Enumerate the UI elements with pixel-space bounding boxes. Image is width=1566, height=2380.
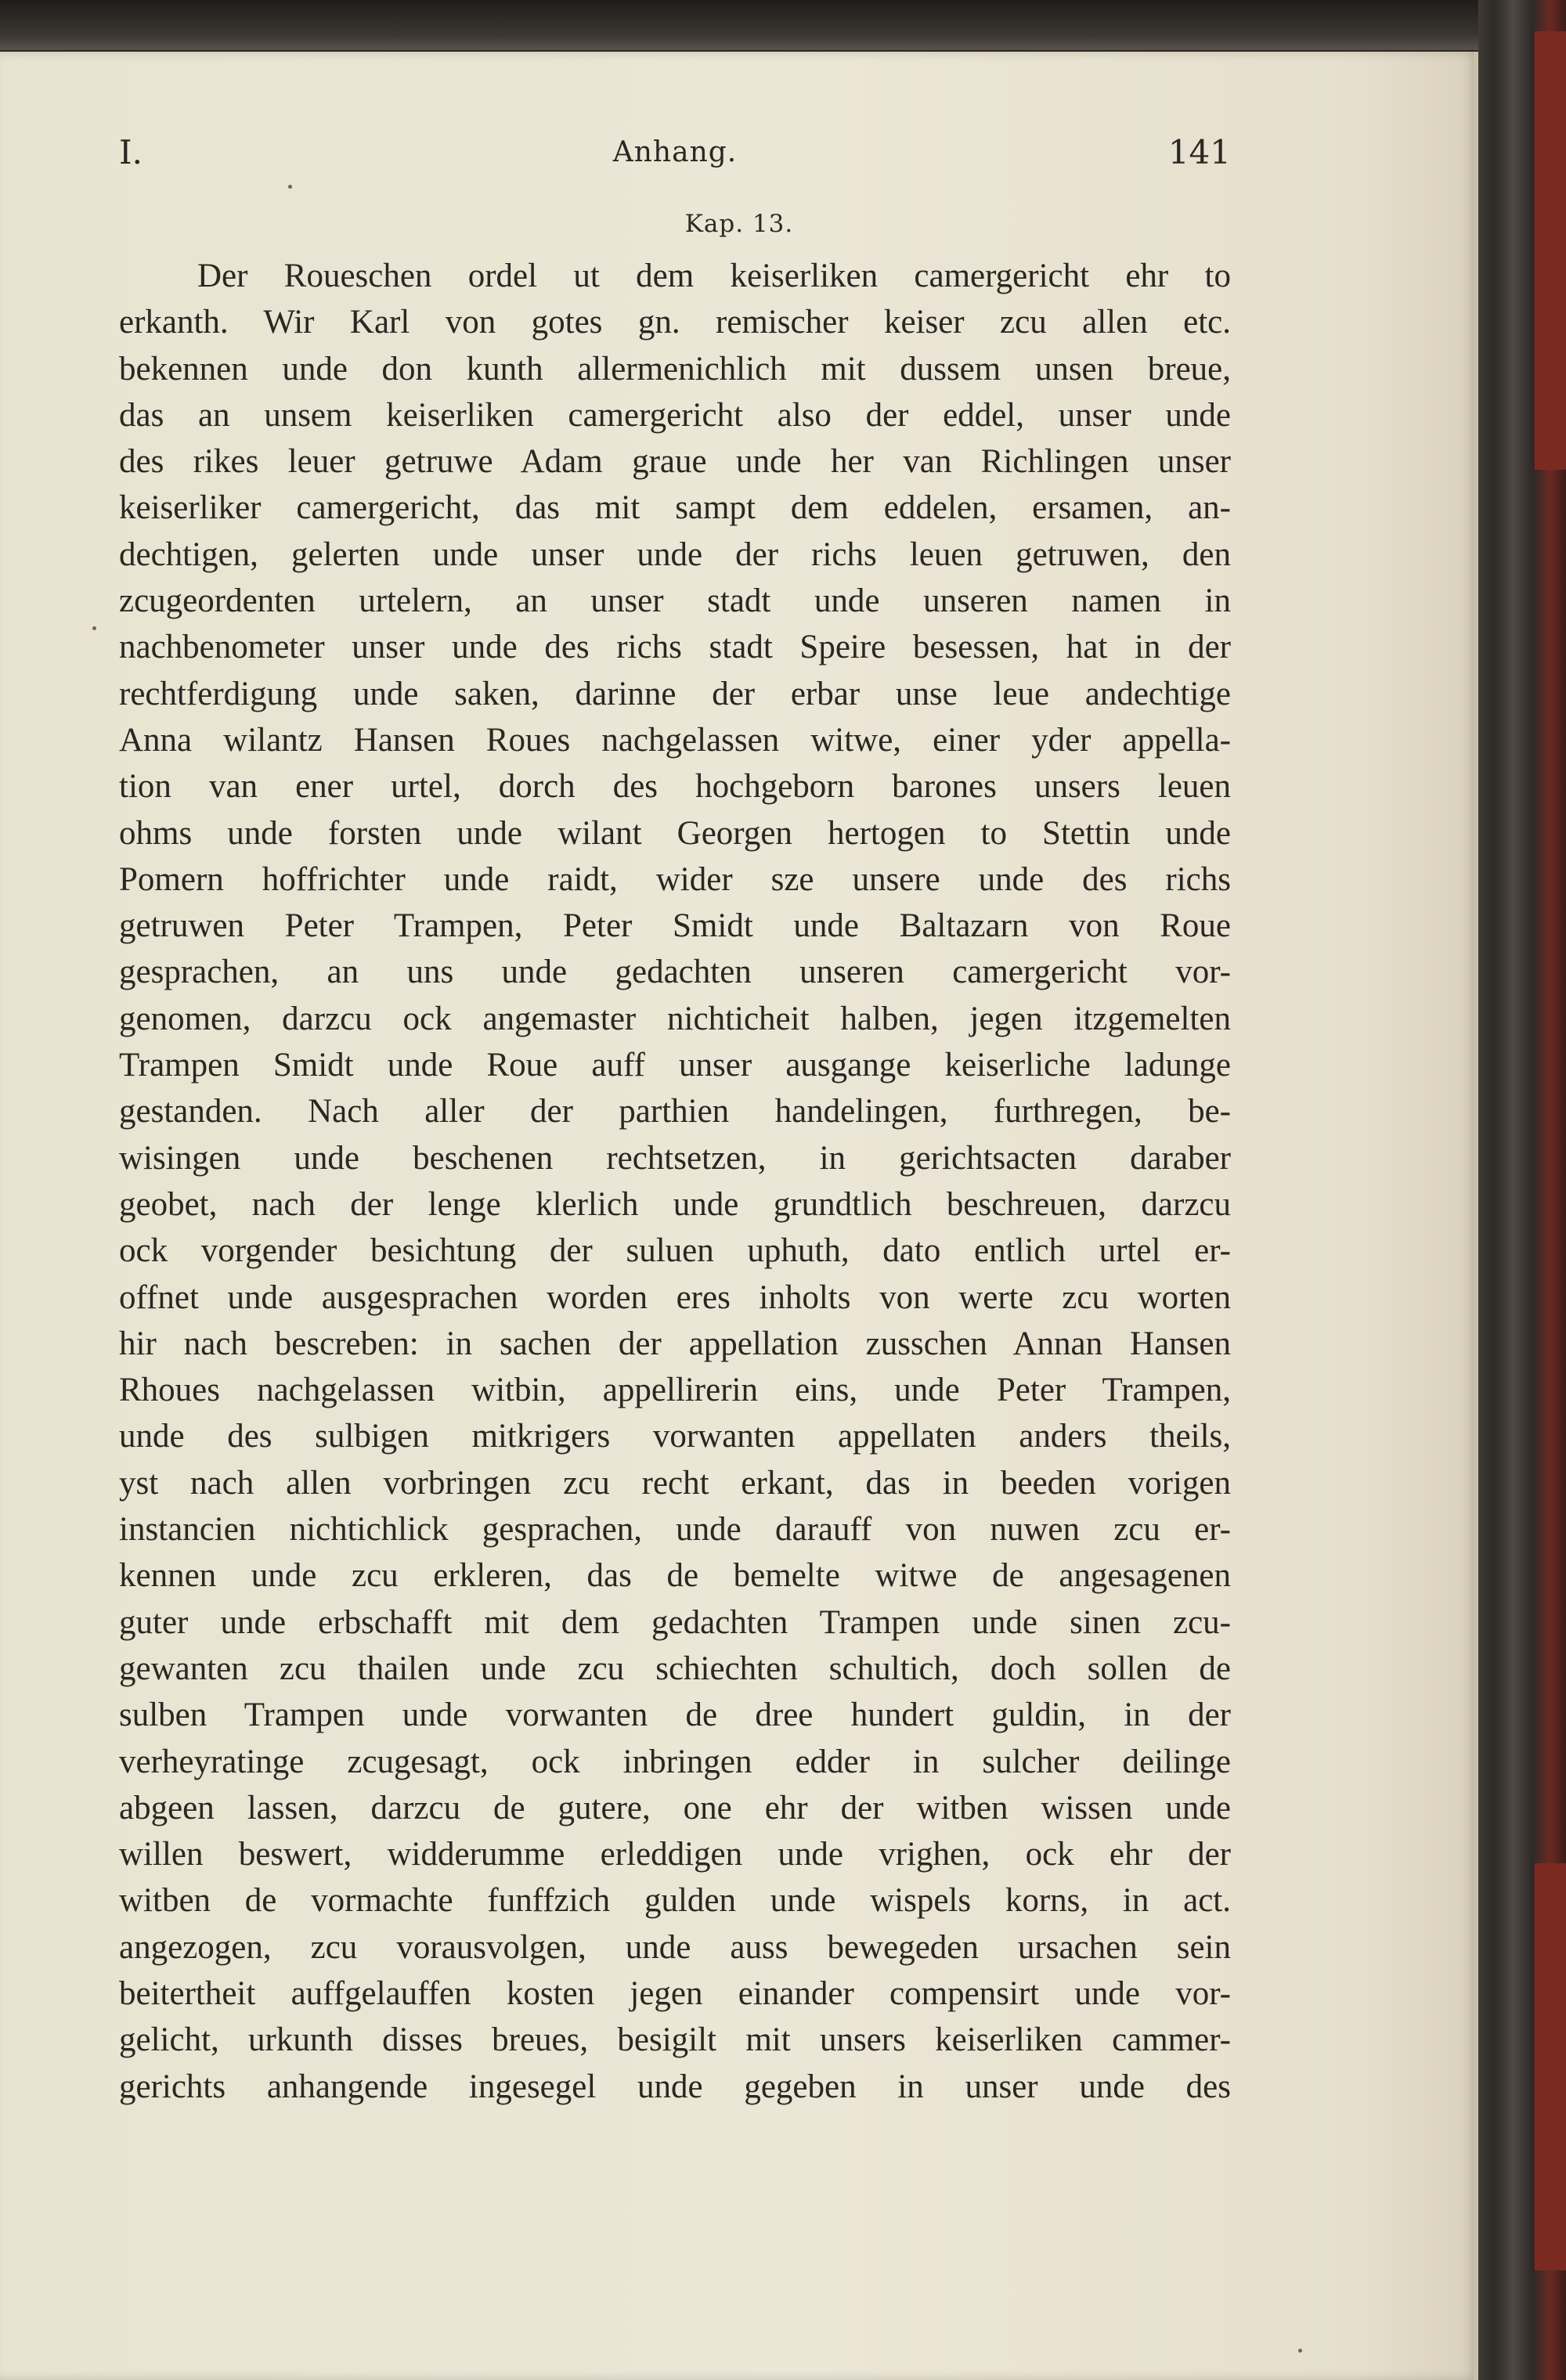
text-line: tion van ener urtel, dorch des hochgeborn barones unsers leuen (119, 768, 1231, 806)
page-number: 141 (1167, 133, 1231, 171)
text-line: das an unsem keiserliken camergericht also der eddel, unser unde (119, 396, 1231, 434)
text-line: Pomern hoffrichter unde raidt, wider sze unsere unde des richs (119, 860, 1231, 898)
body-text (119, 253, 1231, 2110)
text-line: rechtferdigung unde saken, darinne der erbar unse leue andechtige (119, 675, 1231, 712)
text-line: geobet, nach der lenge klerlich unde grundtlich beschreuen, darzcu (119, 1185, 1231, 1223)
text-line: gestanden. Nach aller der parthien handelingen, furthregen, be- (119, 1093, 1231, 1130)
chapter-heading: Kap. 13. (684, 210, 794, 238)
paper-speck (92, 626, 96, 630)
book-spine-edge (1478, 0, 1566, 2380)
text-line: Der Roueschen ordel ut dem keiserliken camergericht ehr to (197, 258, 1231, 294)
text-line: offnet unde ausgesprachen worden eres inholts von werte zcu worten (119, 1278, 1231, 1316)
text-line: hir nach bescreben: in sachen der appellation zusschen Annan Hansen (119, 1325, 1231, 1362)
text-line: kennen unde zcu erkleren, das de bemelte witwe de angesagenen (119, 1557, 1231, 1595)
text-line: yst nach allen vorbringen zcu recht erkant, das in beeden vorigen (119, 1464, 1231, 1502)
text-line: beitertheit auffgelauffen kosten jegen einander compensirt unde vor- (119, 1974, 1231, 2012)
text-line: witben de vormachte funffzich gulden unde wispels korns, in act. (119, 1882, 1231, 1920)
text-line: erkanth. Wir Karl von gotes gn. remischer keiser zcu allen etc. (119, 304, 1231, 341)
text-line: wisingen unde beschenen rechtsetzen, in gerichtsacten daraber (119, 1139, 1231, 1177)
text-line: Rhoues nachgelassen witbin, appellirerin eins, unde Peter Trampen, (119, 1372, 1231, 1409)
text-line: ohms unde forsten unde wilant Georgen hertogen to Stettin unde (119, 814, 1231, 852)
text-line: bekennen unde don kunth allermenichlich mit dussem unsen breue, (119, 350, 1231, 388)
text-line: ock vorgender besichtung der suluen uphuth, dato entlich urtel er- (119, 1232, 1231, 1270)
text-line: getruwen Peter Trampen, Peter Smidt unde Baltazarn von Roue (119, 907, 1231, 945)
text-line: nachbenometer unser unde des richs stadt Speire besessen, hat in der (119, 629, 1231, 666)
text-line: instancien nichtichlick gesprachen, unde darauff von nuwen zcu er- (119, 1511, 1231, 1549)
text-line: Anna wilantz Hansen Roues nachgelassen witwe, einer yder appella- (119, 721, 1231, 759)
text-line: gesprachen, an uns unde gedachten unseren camergericht vor- (119, 954, 1231, 991)
paper-speck (288, 185, 292, 189)
running-head (119, 133, 1231, 188)
running-head-title: Anhang. (612, 136, 738, 168)
text-line: unde des sulbigen mitkrigers vorwanten appellaten anders theils, (119, 1418, 1231, 1455)
text-line: angezogen, zcu vorausvolgen, unde auss bewegeden ursachen sein (119, 1928, 1231, 1966)
text-line: keiserliker camergericht, das mit sampt dem eddelen, ersamen, an- (119, 489, 1231, 527)
running-head-part-number: I. (119, 133, 143, 171)
text-line: genomen, darzcu ock angemaster nichticheit halben, jegen itzgemelten (119, 1000, 1231, 1037)
text-line: sulben Trampen unde vorwanten de dree hundert guldin, in der (119, 1697, 1231, 1734)
page-fore-edge (1474, 52, 1478, 2380)
text-line: dechtigen, gelerten unde unser unde der richs leuen getruwen, den (119, 536, 1231, 573)
text-line: gewanten zcu thailen unde zcu schiechten schultich, doch sollen de (119, 1650, 1231, 1687)
text-line: willen beswert, widderumme erleddigen unde vrighen, ock ehr der (119, 1836, 1231, 1873)
text-line: zcugeordenten urtelern, an unser stadt unde unseren namen in (119, 582, 1231, 620)
scanner-top-edge (0, 0, 1566, 50)
text-line: Trampen Smidt unde Roue auff unser ausgange keiserliche ladunge (119, 1047, 1231, 1084)
text-line: gerichts anhangende ingesegel unde gegeben in unser unde des (119, 2068, 1231, 2105)
text-line: guter unde erbschafft mit dem gedachten Trampen unde sinen zcu- (119, 1603, 1231, 1641)
paper-speck (1298, 2349, 1302, 2353)
red-edge-bottom (1535, 1863, 1566, 2270)
red-edge-top (1535, 31, 1566, 470)
text-line: verheyratinge zcugesagt, ock inbringen edder in sulcher deilinge (119, 1743, 1231, 1780)
text-line: abgeen lassen, darzcu de gutere, one ehr der witben wissen unde (119, 1789, 1231, 1826)
text-line: des rikes leuer getruwe Adam graue unde her van Richlingen unser (119, 443, 1231, 481)
text-line: gelicht, urkunth disses breues, besigilt mit unsers keiserliken cammer- (119, 2021, 1231, 2059)
